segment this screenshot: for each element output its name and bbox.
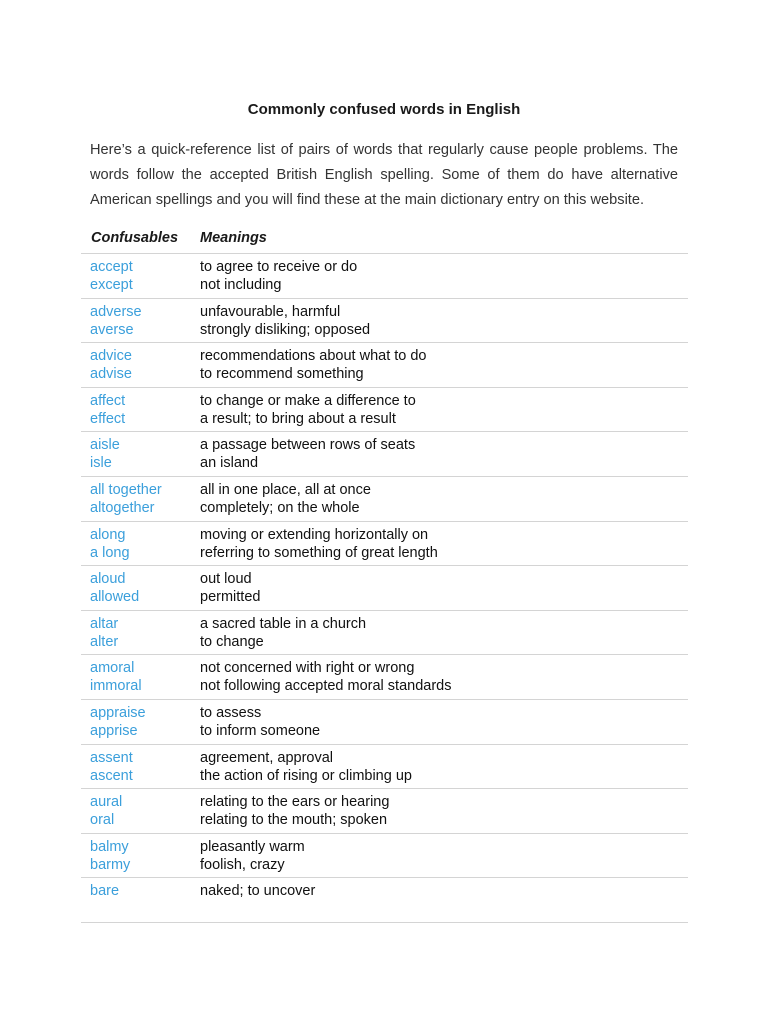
meanings-cell bbox=[200, 793, 680, 829]
meaning-text: all in one place, all at once bbox=[200, 481, 371, 498]
meaning-text: completely; on the whole bbox=[200, 499, 360, 516]
confusable-word-link[interactable]: except bbox=[90, 277, 133, 293]
confusable-words bbox=[90, 347, 194, 383]
confusable-word-link[interactable]: immoral bbox=[90, 678, 142, 695]
meaning-text: not including bbox=[200, 277, 282, 293]
confusable-word-link[interactable]: all together bbox=[90, 481, 162, 498]
table-row bbox=[81, 655, 688, 700]
meaning-text: moving or extending horizontally on bbox=[200, 526, 429, 543]
table-row bbox=[81, 878, 688, 923]
table-row bbox=[81, 254, 688, 299]
confusable-word-link[interactable]: aisle bbox=[90, 437, 120, 454]
confusable-word-link[interactable]: isle bbox=[90, 455, 112, 472]
meanings-cell bbox=[200, 615, 680, 651]
meaning-text: relating to the ears or hearing bbox=[200, 794, 390, 811]
table-row bbox=[81, 789, 688, 834]
table-row bbox=[81, 834, 688, 879]
meanings-cell bbox=[200, 749, 680, 785]
confusable-word-link[interactable]: altogether bbox=[90, 499, 155, 516]
meaning-text: an island bbox=[200, 455, 259, 472]
confusable-word-link[interactable]: advise bbox=[90, 366, 132, 383]
confusable-words bbox=[90, 570, 194, 606]
confusable-word-link[interactable]: affect bbox=[90, 392, 126, 409]
confusable-words bbox=[90, 392, 194, 428]
meaning-text: a passage between rows of seats bbox=[200, 437, 416, 454]
confusable-words bbox=[90, 838, 194, 874]
meaning-text: a result; to bring about a result bbox=[200, 410, 396, 427]
confusable-word-link[interactable]: altar bbox=[90, 615, 119, 632]
confusable-word-link[interactable]: balmy bbox=[90, 838, 129, 855]
table-row bbox=[81, 745, 688, 790]
table-row bbox=[81, 566, 688, 611]
confusable-words bbox=[90, 615, 194, 651]
table-row bbox=[81, 388, 688, 433]
confusable-word-link[interactable]: amoral bbox=[90, 660, 135, 677]
confusable-word-link[interactable]: adverse bbox=[90, 303, 142, 320]
confusable-word-link[interactable]: aloud bbox=[90, 571, 126, 588]
meaning-text: not following accepted moral standards bbox=[200, 678, 452, 695]
confusable-words bbox=[90, 258, 194, 294]
table-header bbox=[81, 226, 688, 254]
table-row bbox=[81, 432, 688, 477]
meanings-cell bbox=[200, 526, 680, 562]
table-row bbox=[81, 477, 688, 522]
meaning-text: pleasantly warm bbox=[200, 838, 305, 855]
confusable-words bbox=[90, 704, 194, 740]
meaning-text: to change or make a difference to bbox=[200, 392, 416, 409]
column-header-meanings: Meanings bbox=[200, 230, 267, 246]
confusable-word-link[interactable]: a long bbox=[90, 544, 130, 561]
intro-line: words follow the accepted British English spelling. Some of them do have alternative bbox=[90, 167, 678, 183]
confusable-word-link[interactable]: assent bbox=[90, 749, 133, 766]
meaning-text: foolish, crazy bbox=[200, 856, 285, 873]
confusable-words bbox=[90, 436, 194, 472]
meanings-cell bbox=[200, 704, 680, 740]
confusable-word-link[interactable]: ascent bbox=[90, 767, 133, 784]
meaning-text: to change bbox=[200, 633, 264, 650]
meaning-text: to inform someone bbox=[200, 722, 321, 739]
confusable-words bbox=[90, 659, 194, 695]
confusable-word-link[interactable]: accept bbox=[90, 259, 133, 275]
confusable-words bbox=[90, 526, 194, 562]
meanings-cell bbox=[200, 570, 680, 606]
confusable-word-link[interactable]: apprise bbox=[90, 722, 138, 739]
confusable-word-link[interactable]: appraise bbox=[90, 704, 146, 721]
table-body bbox=[81, 254, 688, 923]
confusable-word-link[interactable]: effect bbox=[90, 410, 126, 427]
meaning-text: out loud bbox=[200, 571, 252, 588]
meaning-text: referring to something of great length bbox=[200, 544, 438, 561]
confusable-words bbox=[90, 481, 194, 517]
table-row bbox=[81, 522, 688, 567]
page-title: Commonly confused words in English bbox=[247, 101, 521, 118]
confusable-words bbox=[90, 882, 194, 900]
meaning-text: strongly disliking; opposed bbox=[200, 321, 371, 338]
meanings-cell bbox=[200, 436, 680, 472]
confusable-word-link[interactable]: aural bbox=[90, 794, 123, 811]
meaning-text: unfavourable, harmful bbox=[200, 303, 341, 320]
confusable-word-link[interactable]: barmy bbox=[90, 856, 131, 873]
meaning-text: a sacred table in a church bbox=[200, 615, 367, 632]
table-row bbox=[81, 611, 688, 656]
confusable-word-link[interactable]: oral bbox=[90, 812, 115, 829]
confusable-word-link[interactable]: averse bbox=[90, 321, 134, 338]
confusable-word-link[interactable]: alter bbox=[90, 633, 119, 650]
confusable-word-link[interactable]: advice bbox=[90, 348, 132, 365]
intro-paragraph bbox=[90, 138, 678, 213]
meaning-text: recommendations about what to do bbox=[200, 348, 427, 365]
confusable-words bbox=[90, 749, 194, 785]
table-row bbox=[81, 299, 688, 344]
meaning-text: the action of rising or climbing up bbox=[200, 767, 412, 784]
confusable-words bbox=[90, 303, 194, 339]
column-header-confusables: Confusables bbox=[91, 230, 179, 246]
meanings-cell bbox=[200, 392, 680, 428]
meaning-text: naked; to uncover bbox=[200, 883, 316, 900]
intro-line: American spellings and you will find these at the main dictionary entry on this website. bbox=[90, 192, 645, 208]
meanings-cell bbox=[200, 481, 680, 517]
meanings-cell bbox=[200, 659, 680, 695]
confusable-word-link[interactable]: bare bbox=[90, 883, 120, 900]
confusable-word-link[interactable]: allowed bbox=[90, 589, 140, 606]
meaning-text: agreement, approval bbox=[200, 749, 333, 766]
meanings-cell bbox=[200, 303, 680, 339]
meaning-text: not concerned with right or wrong bbox=[200, 660, 415, 677]
meaning-text: to assess bbox=[200, 704, 262, 721]
confusable-words bbox=[90, 793, 194, 829]
meaning-text: to agree to receive or do bbox=[200, 259, 358, 275]
intro-line: Here’s a quick-reference list of pairs of words that regularly cause people problems. The bbox=[90, 142, 678, 158]
meaning-text: relating to the mouth; spoken bbox=[200, 812, 388, 829]
confusable-word-link[interactable]: along bbox=[90, 526, 126, 543]
table-row bbox=[81, 700, 688, 745]
confusables-table bbox=[81, 226, 688, 923]
meanings-cell bbox=[200, 838, 680, 874]
meaning-text: permitted bbox=[200, 589, 261, 606]
table-row bbox=[81, 343, 688, 388]
meanings-cell bbox=[200, 882, 680, 900]
meanings-cell bbox=[200, 347, 680, 383]
meaning-text: to recommend something bbox=[200, 366, 364, 383]
meanings-cell bbox=[200, 258, 680, 294]
